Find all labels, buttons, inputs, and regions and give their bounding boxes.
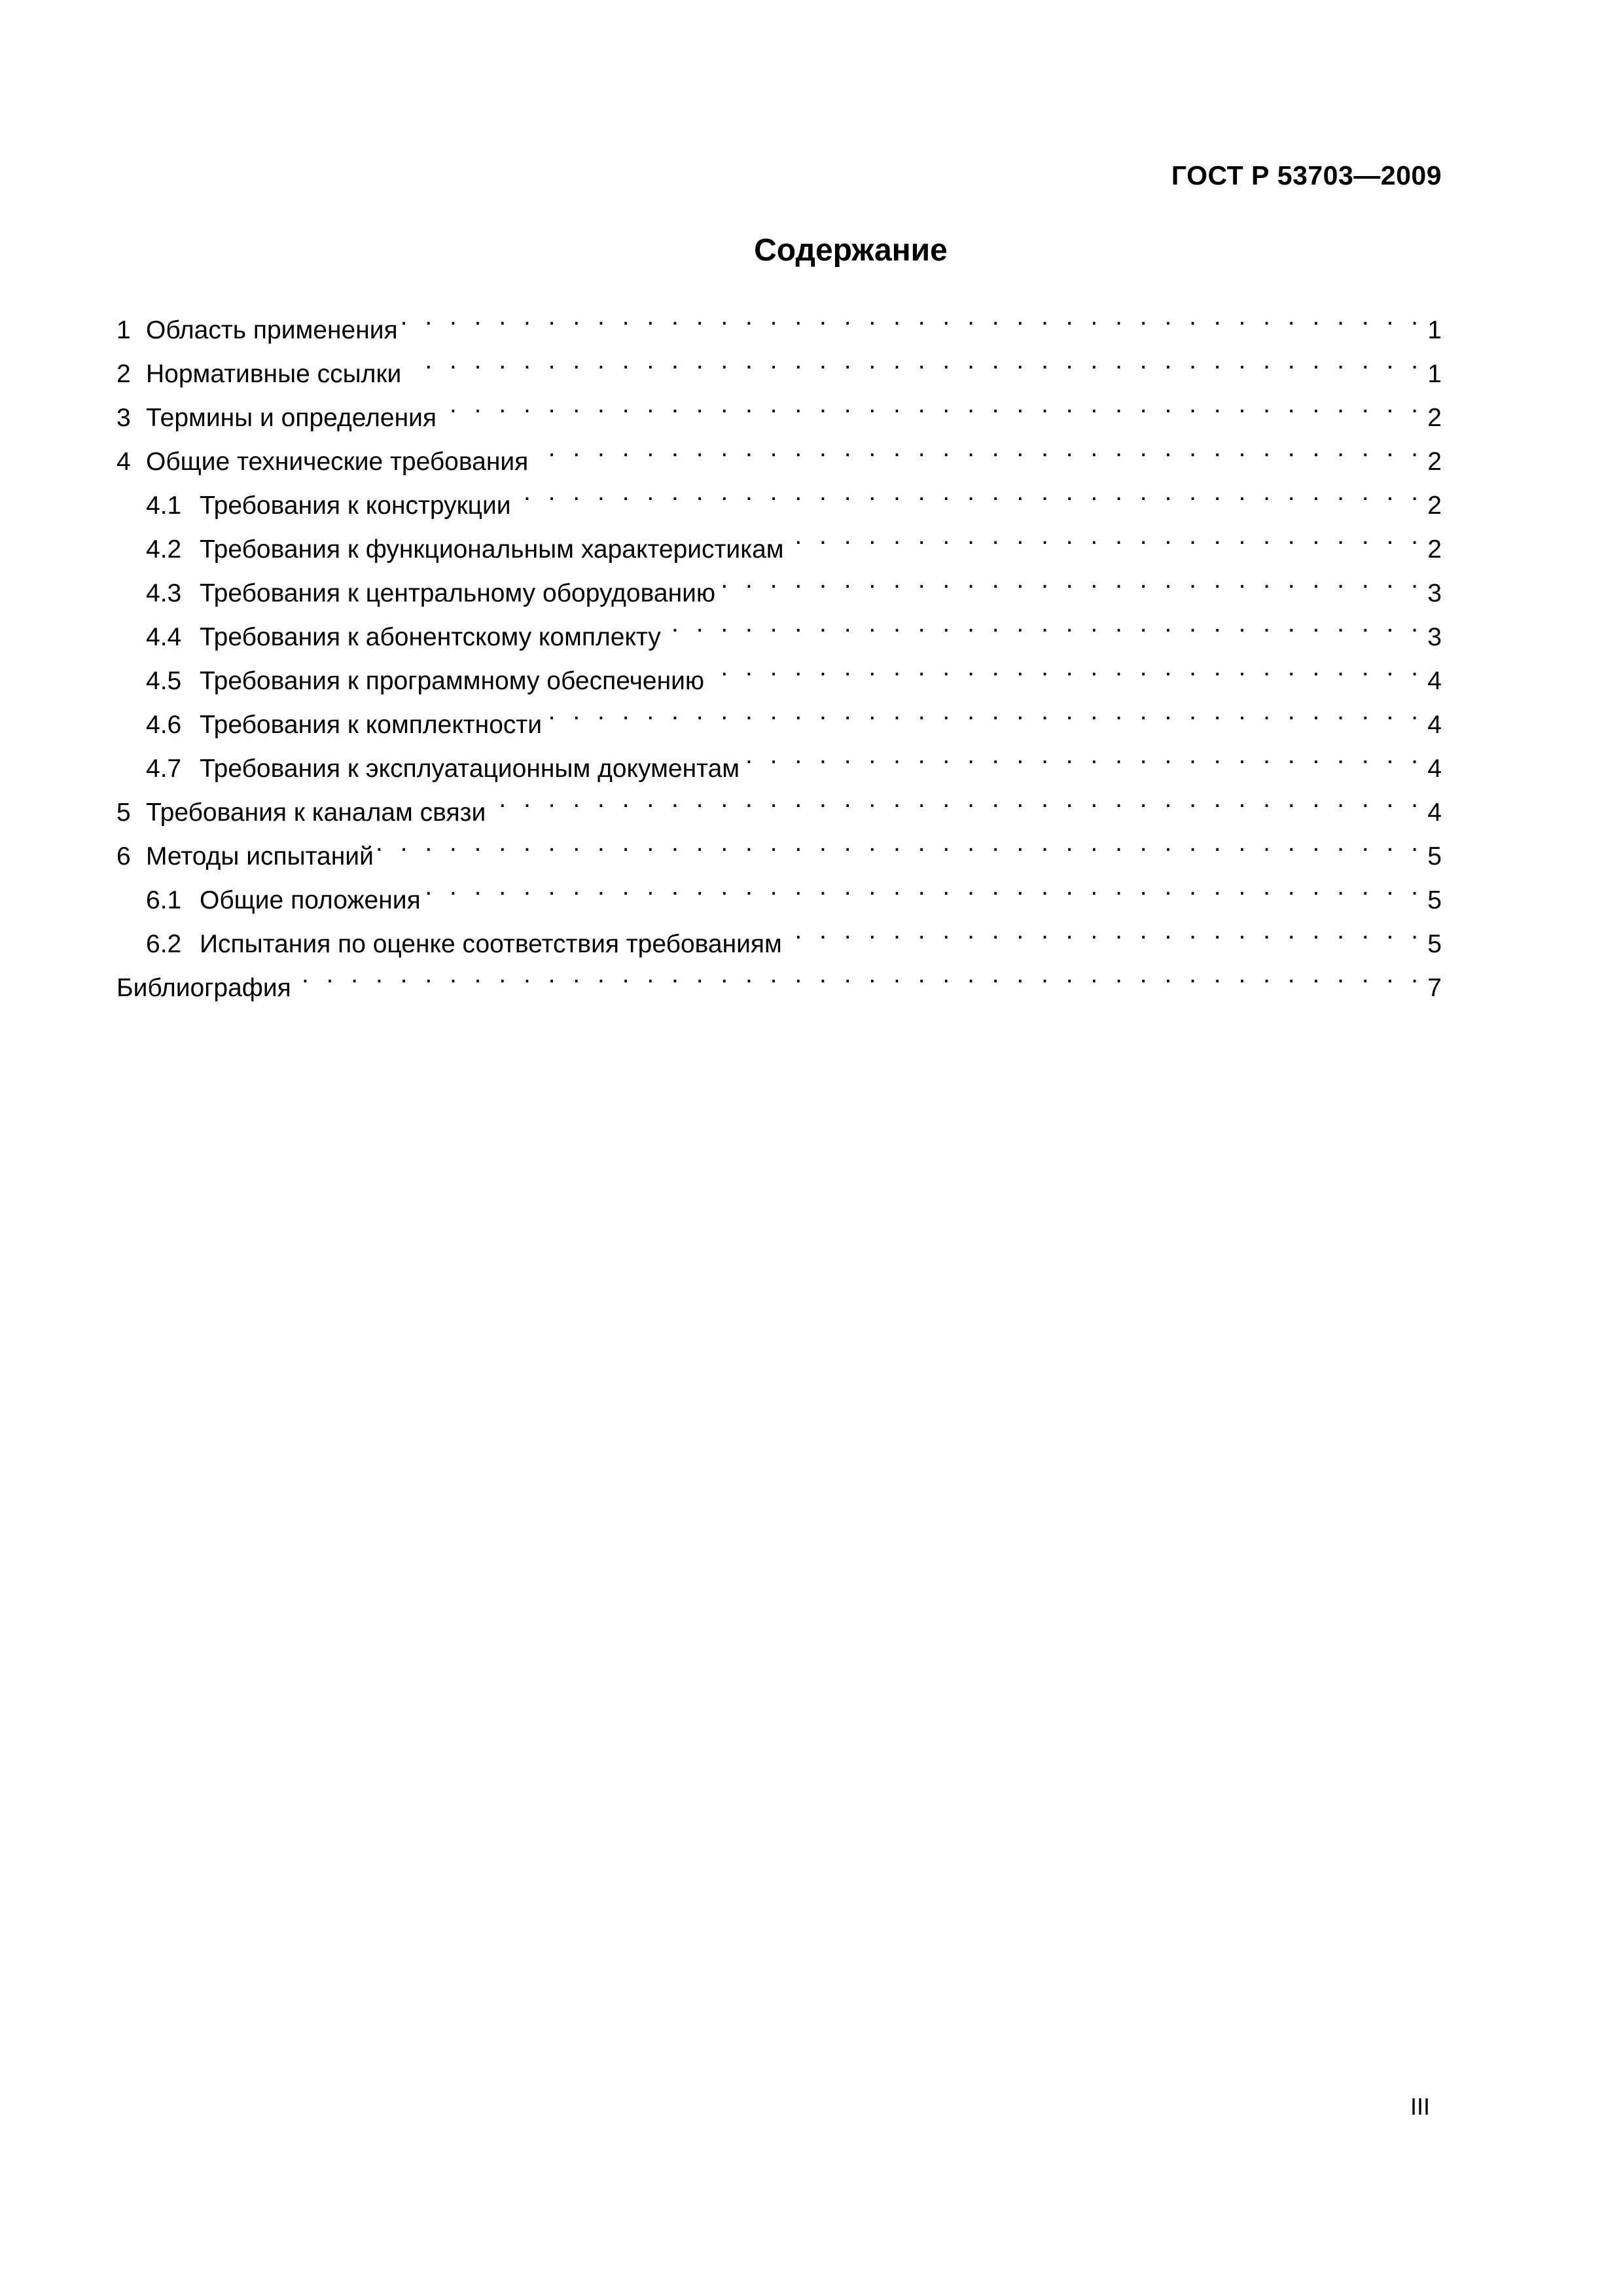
toc-entry-page: 5 [1427, 886, 1442, 914]
toc-entry-number: 4.1 [146, 492, 182, 520]
toc-entry-title: Требования к абонентскому комплекту [200, 623, 661, 651]
toc-leader-dots [402, 295, 1423, 338]
toc-leader-dots [515, 470, 1423, 514]
toc-entry-title: Требования к программному обеспечению [200, 667, 705, 695]
toc-entry-title: Термины и определения [146, 404, 437, 432]
toc-leader-dots [440, 382, 1423, 426]
toc-entry-number: 2 [116, 360, 131, 388]
toc-entry-page: 1 [1427, 316, 1442, 344]
toc-leader-dots [405, 338, 1423, 382]
document-code: ГОСТ Р 53703—2009 [1171, 160, 1442, 190]
toc-entry-title: Методы испытаний [146, 842, 374, 870]
toc-entry-number: 3 [116, 404, 131, 432]
toc-entry-page: 4 [1427, 798, 1442, 827]
toc-entry-number: 4 [116, 448, 131, 476]
toc-entry-title: Общие технические требования [146, 448, 529, 476]
toc-entry-title: Испытания по оценке соответствия требованиям [200, 930, 782, 958]
toc-entry-title: Библиография [116, 974, 291, 1002]
toc-entry-number: 4.5 [146, 667, 182, 695]
toc-entry-number: 4.2 [146, 535, 182, 564]
toc-leader-dots [788, 514, 1423, 558]
toc-entry-page: 5 [1427, 842, 1442, 870]
toc-entry-title: Требования к функциональным характеристикам [200, 535, 784, 564]
toc-entry-title: Требования к комплектности [200, 711, 543, 739]
toc-entry-number: 4.7 [146, 755, 182, 783]
toc-entry-page: 3 [1427, 623, 1442, 651]
toc-leader-dots [786, 908, 1423, 952]
toc-entry-page: 5 [1427, 930, 1442, 958]
toc-entry-title: Требования к эксплуатационным документам [200, 755, 740, 783]
toc-entry-page: 4 [1427, 755, 1442, 783]
toc-entry-title: Нормативные ссылки [146, 360, 402, 388]
toc-entry-page: 4 [1427, 667, 1442, 695]
toc-leader-dots [719, 558, 1423, 601]
toc-entry-page: 2 [1427, 448, 1442, 476]
toc-leader-dots [665, 601, 1423, 645]
toc-entry-number: 4.6 [146, 711, 182, 739]
toc-leader-dots [546, 689, 1423, 733]
toc-entry-title: Общие положения [200, 886, 421, 914]
toc-entry-title: Требования к центральному оборудованию [200, 579, 716, 607]
toc-leader-dots [490, 777, 1423, 821]
toc-entry-number: 4.4 [146, 623, 182, 651]
toc-leader-dots [425, 865, 1423, 908]
toc-entry[interactable] [116, 952, 1442, 1002]
table-of-contents [116, 295, 1442, 1002]
toc-entry-page: 1 [1427, 360, 1442, 388]
toc-leader-dots [708, 645, 1423, 689]
toc-entry-title: Требования к каналам связи [146, 798, 486, 827]
toc-entry-number: 5 [116, 798, 131, 827]
toc-entry-title: Область применения [146, 316, 398, 344]
toc-title: Содержание [754, 233, 948, 268]
toc-entry[interactable] [116, 295, 1442, 344]
toc-entry-number: 4.3 [146, 579, 182, 607]
toc-entry-page: 2 [1427, 492, 1442, 520]
toc-entry-page: 7 [1427, 974, 1442, 1002]
toc-leader-dots [743, 733, 1423, 777]
page-number: III [1410, 2093, 1430, 2120]
toc-entry-number: 6 [116, 842, 131, 870]
toc-entry-page: 2 [1427, 404, 1442, 432]
toc-entry-number: 6.2 [146, 930, 182, 958]
toc-leader-dots [295, 952, 1423, 996]
toc-leader-dots [378, 821, 1423, 865]
toc-leader-dots [532, 426, 1423, 470]
toc-entry-title: Требования к конструкции [200, 492, 511, 520]
toc-entry-number: 6.1 [146, 886, 182, 914]
toc-entry-page: 4 [1427, 711, 1442, 739]
toc-entry-page: 2 [1427, 535, 1442, 564]
toc-entry-page: 3 [1427, 579, 1442, 607]
toc-entry-number: 1 [116, 316, 131, 344]
